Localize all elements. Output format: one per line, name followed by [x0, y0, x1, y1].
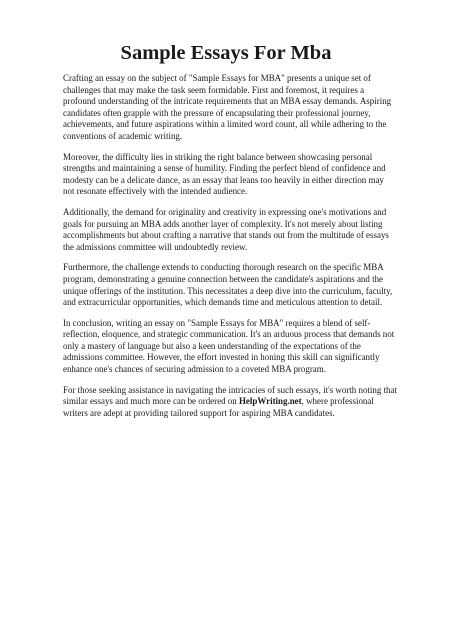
document-body — [63, 73, 397, 428]
paragraph-3: Additionally, the demand for originality and creativity in expressing one's motivations and goals for pursuing an MBA adds another layer of complexity. It's not merely about listing accomplishments but about crafting a narrative that stands out from the multitude of essays the admissions committee will undoubtedly review. — [63, 206, 389, 252]
document-title: Sample Essays For Mba — [120, 42, 332, 64]
paragraph-1: Crafting an essay on the subject of "Sample Essays for MBA" presents a unique set of challenges that may make the task seem formidable. First and foremost, it requires a profound understanding of the intricate requirements that an MBA essay demands. Aspiring candidates often grapple with the pressure of encapsulating their professional journey, achievements, and future aspirations within a limited word count, all while adhering to the conventions of academic writing. — [63, 73, 392, 141]
closing-text-before: For those seeking assistance in navigating the intricacies of such essays, it's worth noting that similar essays and much more can be ordered on — [63, 384, 397, 407]
paragraph-4: Furthermore, the challenge extends to conducting thorough research on the specific MBA program, demonstrating a genuine connection between the candidate's aspirations and the unique offerings of the institution. This necessitates a deep dive into the curriculum, faculty, and extracurricular opportunities, which demands time and meticulous attention to detail. — [63, 262, 393, 308]
paragraph-closing — [63, 385, 397, 420]
closing-text-after: , where professional writers are adept at providing tailored support for aspiring MBA candidates. — [63, 396, 374, 418]
paragraph-5: In conclusion, writing an essay on "Sample Essays for MBA" requires a blend of self-reflection, eloquence, and strategic communication. It's an arduous process that demands not only a mastery of language but also a keen understanding of the expectations of the admissions committee. However, the effort invested in honing this skill can significantly enhance one's chances of securing admission to a coveted MBA program. — [63, 317, 395, 375]
helpwriting-link[interactable]: HelpWriting.net — [238, 396, 302, 407]
paragraph-2: Moreover, the difficulty lies in striking the right balance between showcasing personal strengths and maintaining a sense of humility. Finding the perfect blend of confidence and modesty can be a delicate dance, as an essay that leans too heavily in either direction may not resonate effectively with the intended audience. — [63, 151, 386, 197]
